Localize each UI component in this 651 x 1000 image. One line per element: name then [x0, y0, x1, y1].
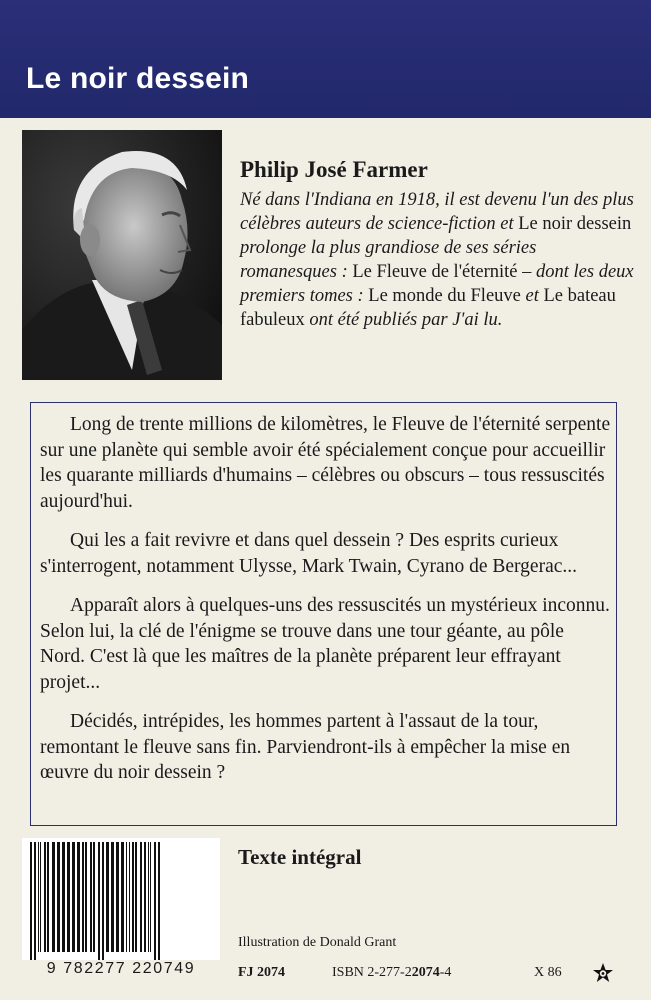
illustration-credit: Illustration de Donald Grant	[238, 935, 397, 950]
author-name: Philip José Farmer	[240, 157, 428, 182]
barcode-bar	[144, 842, 146, 952]
blurb-paragraph: Long de trente millions de kilomètres, le Fleuve de l'éternité serpente sur une planète qui semble avoir été spécialement conçue pour accueillir les quarante milliards d'humains – célèbres ou obscurs – tous ressuscités aujourd'hui.	[40, 414, 611, 512]
publisher-name: J'ai lu	[452, 310, 498, 330]
bio-part: – dont les deux premiers tomes :	[240, 262, 634, 306]
barcode-bar	[158, 842, 160, 960]
title-banner	[0, 0, 651, 118]
author-bio	[240, 188, 635, 332]
blurb-paragraph: Qui les a fait revivre et dans quel dessein ? Des esprits curieux s'interrogent, notamment Ulysse, Mark Twain, Cyrano de Bergerac...	[40, 530, 578, 577]
barcode-bar	[140, 842, 142, 952]
barcode-bar	[126, 842, 127, 952]
barcode-bar	[77, 842, 80, 952]
barcode-bar	[90, 842, 92, 952]
barcode-bar	[121, 842, 124, 952]
bio-part: prolonge la plus grandiose de ses séries romanesques :	[240, 238, 537, 282]
barcode-bar	[106, 842, 109, 952]
barcode-bar	[111, 842, 114, 952]
barcode-bar	[57, 842, 60, 952]
price-code: X 86	[534, 965, 562, 980]
barcode-bar	[132, 842, 134, 952]
barcode-bar	[62, 842, 65, 952]
isbn	[332, 965, 451, 981]
series-code: FJ 2074	[238, 965, 286, 980]
isbn-prefix: ISBN 2-277-2	[332, 965, 412, 980]
barcode-bar	[67, 842, 70, 952]
barcode-bar	[116, 842, 119, 952]
barcode-bar	[44, 842, 46, 952]
barcode-bar	[47, 842, 49, 952]
bio-title-noir-dessein: Le noir dessein	[518, 214, 632, 234]
bio-part: et	[520, 286, 544, 306]
barcode-bar	[72, 842, 75, 952]
barcode-bar	[135, 842, 137, 952]
barcode-digits: 9 782277 220749	[22, 960, 220, 978]
barcode-bar	[93, 842, 95, 952]
blurb-paragraph: Décidés, intrépides, les hommes partent à l'assaut de la tour, remontant le fleuve sans fin. Parviendront-ils à empêcher la mise en œuvre du noir dessein ?	[40, 711, 571, 783]
bio-part: .	[497, 310, 503, 330]
bio-title-bateau-fabuleux: Le bateau fabuleux	[240, 286, 616, 330]
barcode-bar	[40, 842, 41, 952]
bio-part: Né dans l'Indiana en 1918, il est devenu l'un des plus célèbres auteurs de science-fiction et	[240, 190, 634, 234]
barcode-bar	[148, 842, 149, 952]
barcode-bar	[150, 842, 151, 952]
barcode-bar	[38, 842, 39, 952]
barcode	[22, 838, 220, 965]
barcode-bar	[34, 842, 36, 960]
bio-part: ont été publiés par	[304, 310, 453, 330]
barcode-bar	[129, 842, 130, 952]
barcode-bar	[52, 842, 55, 952]
author-photo	[22, 130, 222, 380]
isbn-suffix: -4	[439, 965, 452, 980]
star-icon	[592, 962, 614, 984]
bio-title-monde-fleuve: Le monde du Fleuve	[368, 286, 521, 306]
barcode-bar	[102, 842, 104, 960]
barcode-bar	[82, 842, 84, 952]
barcode-bar	[85, 842, 87, 952]
blurb-paragraph: Apparaît alors à quelques-uns des ressuscités un mystérieux inconnu. Selon lui, la clé de l'énigme se trouve dans une tour géante, au pôle Nord. C'est là que les maîtres de la planète préparent leur effrayant projet...	[40, 595, 610, 693]
barcode-bar	[98, 842, 100, 960]
book-title: Le noir dessein	[26, 62, 250, 95]
bio-title-fleuve-eternite: Le Fleuve de l'éternité	[352, 262, 518, 282]
isbn-bold: 2074	[411, 965, 440, 980]
blurb-text	[40, 412, 612, 800]
barcode-bar	[30, 842, 32, 960]
edition-label: Texte intégral	[238, 845, 362, 869]
barcode-bar	[154, 842, 156, 960]
